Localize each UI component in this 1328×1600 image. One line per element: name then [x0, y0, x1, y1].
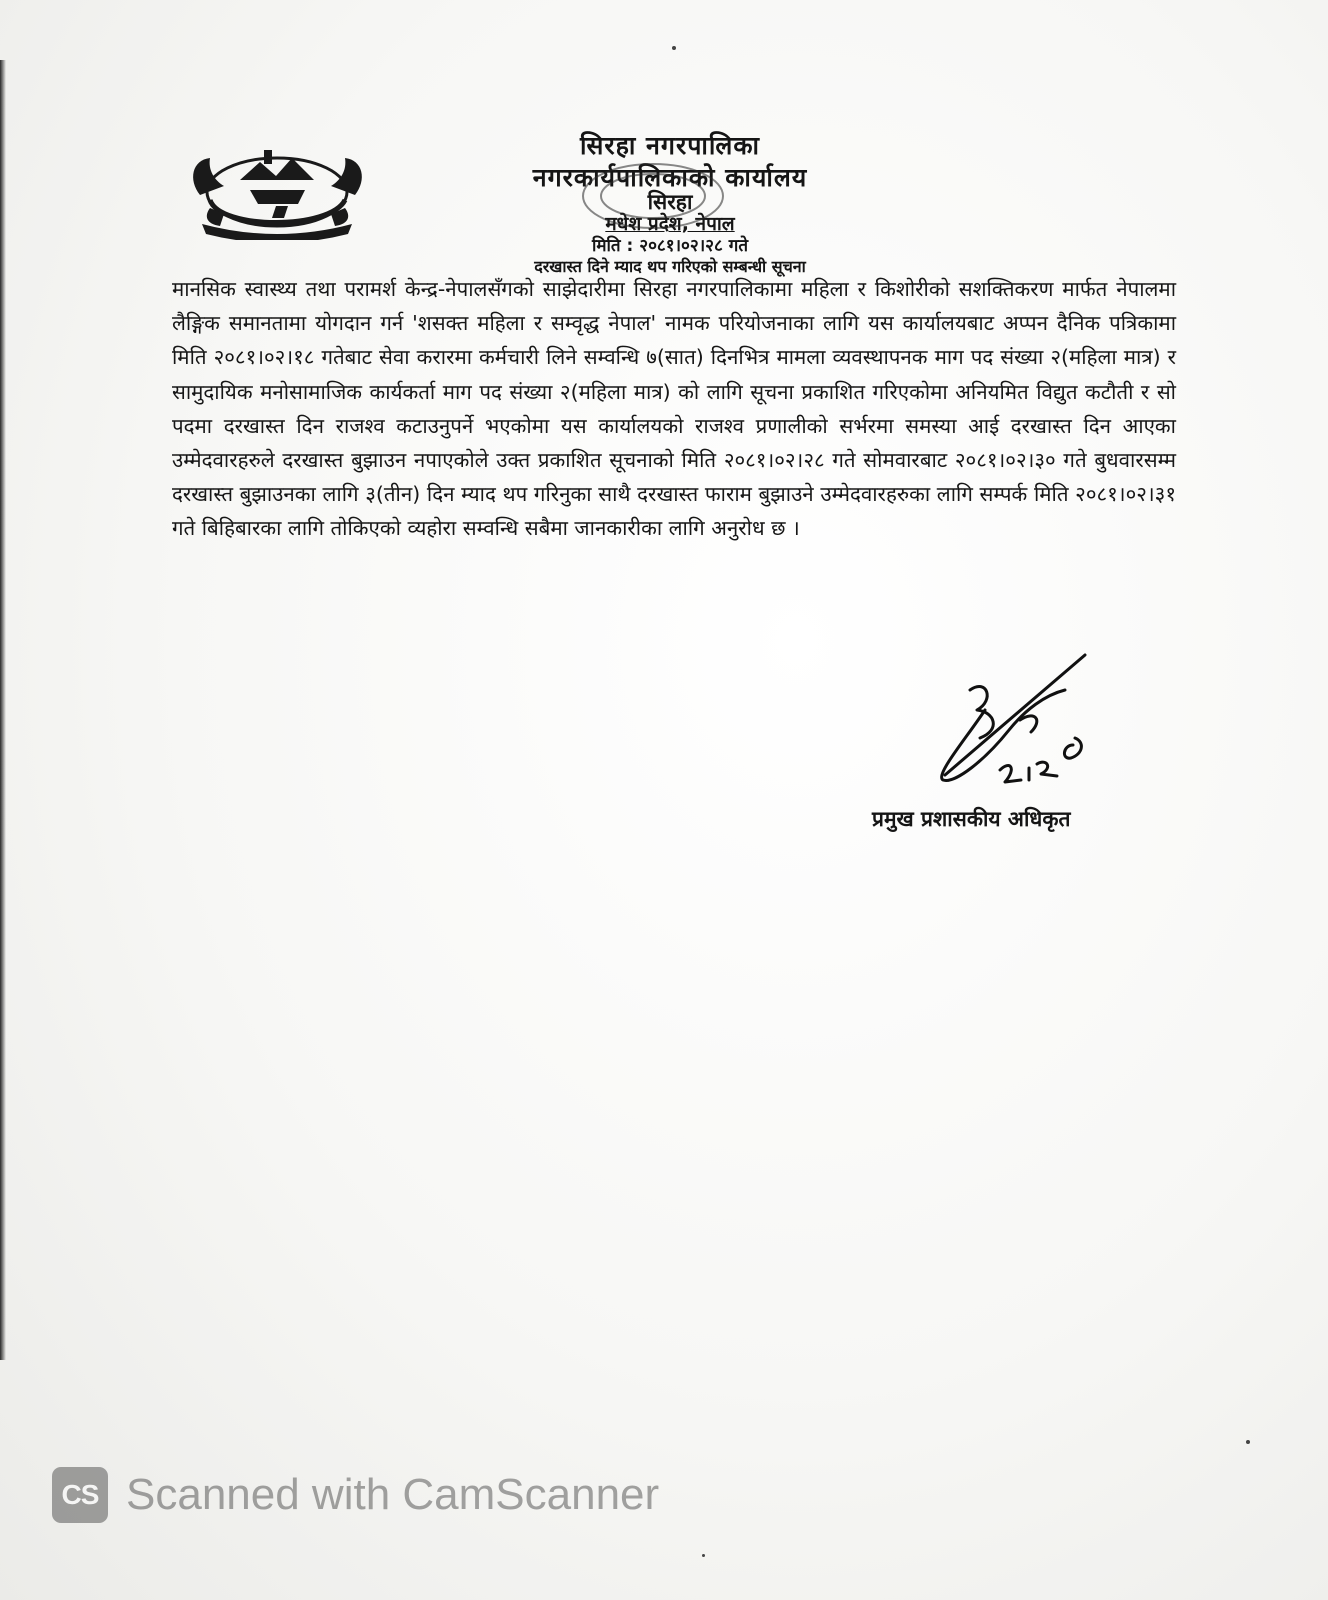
office-name: सिरहा नगरपालिका	[579, 131, 760, 160]
scan-speck	[1246, 1440, 1250, 1444]
notice-body: मानसिक स्वास्थ्य तथा परामर्श केन्द्र-नेपालसँगको साझेदारीमा सिरहा नगरपालिकामा महिला र किशोरीको सशक्तिकरण मार्फत नेपालमा लैङ्गिक समानतामा योगदान गर्न 'शसक्त महिला र सम्वृद्ध नेपाल' नामक परियोजनाका लागि यस कार्यालयबाट अप्पन दैनिक पत्रिकामा मिति २०८१।०२।१८ गतेबाट सेवा करारमा कर्मचारी लिने सम्वन्धि ७(सात) दिनभित्र मामला व्यवस्थापनक माग पद संख्या २(महिला मात्र) र सामुदायिक मनोसामाजिक कार्यकर्ता माग पद संख्या २(महिला मात्र) को लागि सूचना प्रकाशित गरिएकोमा अनियमित विद्युत कटौती र सो पदमा दरखास्त दिन राजश्व कटाउनुपर्ने भएकोमा यस कार्यालयको राजश्व प्रणालीको सर्भरमा समस्या आई दरखास्त दिन आएका उम्मेदवारहरुले दरखास्त बुझाउन नपाएकोले उक्त प्रकाशित सूचनाको मिति २०८१।०२।२८ गते सोमवारबाट २०८१।०२।३० गते बुधवारसम्म दरखास्त बुझाउनका लागि ३(तीन) दिन म्याद थप गरिनुका साथै दरखास्त फाराम बुझाउने उम्मेदवारहरुका लागि सम्पर्क मिति २०८१।०२।३१ गते बिहिबारका लागि तोकिएको व्यहोरा सम्वन्धि सबैमा जानकारीका लागि अनुरोध छ ।	[172, 277, 1176, 541]
office-subtitle: नगरकार्यपालिकाको कार्यालय	[532, 163, 808, 192]
camscanner-watermark	[52, 1465, 659, 1525]
signatory-title: प्रमुख प्रशासकीय अधिकृत	[872, 807, 1071, 831]
notice-date: मिति : २०८१।०२।२८ गते	[591, 236, 749, 256]
office-city: सिरहा	[647, 190, 693, 214]
camscanner-logo-icon: CS	[52, 1467, 108, 1523]
scan-speck	[672, 46, 676, 50]
government-emblem-icon	[180, 140, 375, 240]
office-seal-stamp-icon	[578, 160, 728, 232]
scan-speck	[702, 1554, 705, 1557]
page-edge-shadow	[0, 60, 6, 1360]
notice-subject: दरखास्त दिने म्याद थप गरिएको सम्बन्धी सूचना	[534, 257, 806, 276]
office-province: मधेश प्रदेश, नेपाल	[605, 213, 735, 235]
signature-icon	[925, 650, 1125, 800]
watermark-text: Scanned with CamScanner	[126, 1470, 660, 1519]
